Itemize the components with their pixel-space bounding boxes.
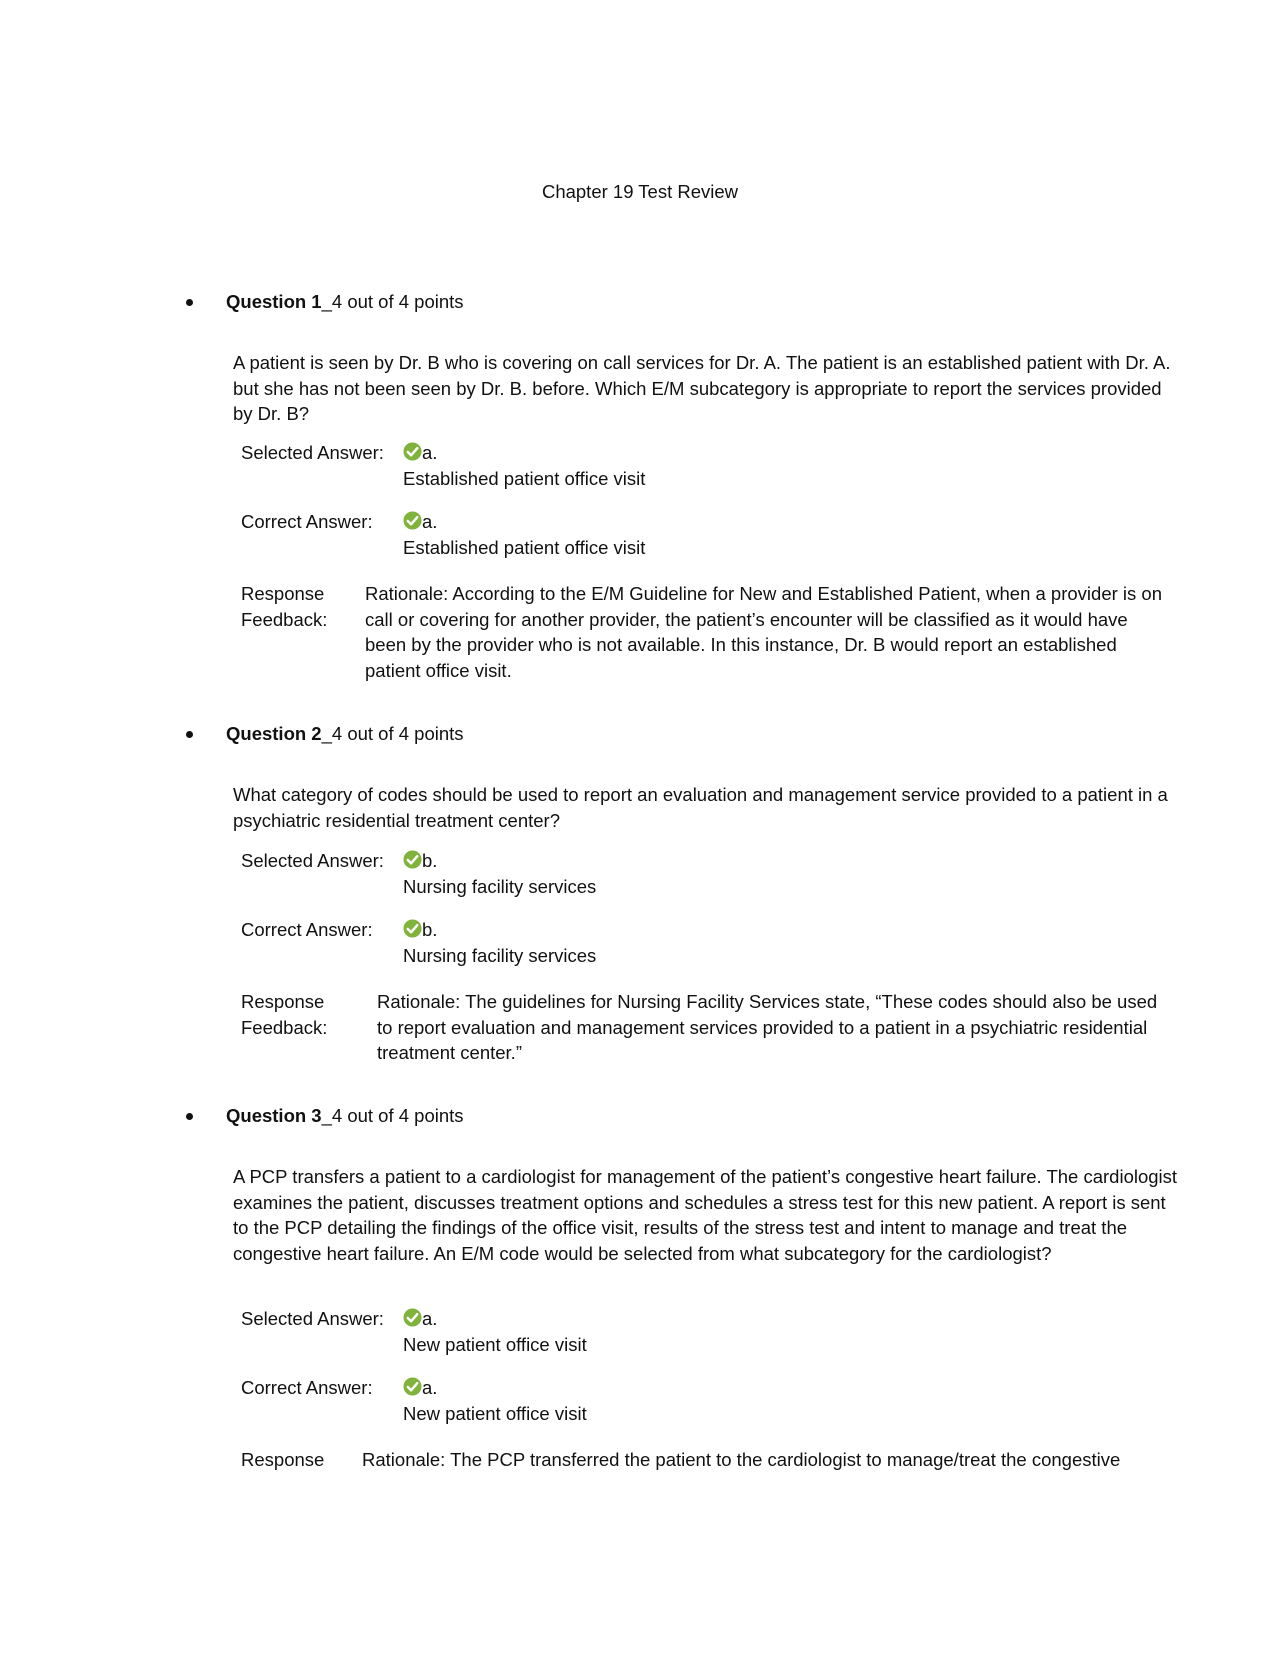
question-text: A patient is seen by Dr. B who is covering on call services for Dr. A. The patient is an established patient with Dr. A. but she has not been seen by Dr. B. before. Which E/M subcategory is appropriate to report the services provided by Dr. B? — [233, 352, 1171, 424]
question-points: _4 out of 4 points — [321, 291, 464, 312]
question-points: _4 out of 4 points — [321, 723, 464, 744]
answer-text: Nursing facility services — [403, 876, 597, 897]
correct-answer-label: Correct Answer: — [241, 511, 373, 532]
selected-answer-label: Selected Answer: — [241, 1308, 384, 1329]
correct-answer-label: Correct Answer: — [241, 919, 373, 940]
response-feedback-label: Response Feedback: — [241, 991, 328, 1038]
response-feedback-text: Rationale: The PCP transferred the patient to the cardiologist to manage/treat the congestive — [362, 1449, 1121, 1470]
correct-answer-value — [403, 509, 645, 561]
answer-text: New patient office visit — [403, 1403, 587, 1424]
answer-letter: a. — [422, 1308, 438, 1329]
bullet-icon — [186, 1113, 193, 1120]
selected-answer-label: Selected Answer: — [241, 850, 384, 871]
response-feedback-label: Response Feedback: — [241, 583, 328, 630]
answer-text: Established patient office visit — [403, 468, 646, 489]
question-text: A PCP transfers a patient to a cardiologist for management of the patient’s congestive heart failure. The cardiologist examines the patient, discusses treatment options and schedules a stress test for this new patient. A report is sent to the PCP detailing the findings of the office visit, results of the stress test and intent to manage and treat the congestive heart failure. An E/M code would be selected from what subcategory for the cardiologist? — [233, 1166, 1178, 1264]
question-title: Question 2_4 out of 4 points — [226, 723, 464, 744]
selected-answer-value — [403, 848, 596, 900]
answer-letter: a. — [422, 1377, 438, 1398]
response-feedback-text: Rationale: The guidelines for Nursing Facility Services state, “These codes should also be used to report evaluation and management services provided to a patient in a psychiatric residential treatment center.” — [377, 991, 1158, 1063]
question-title: Question 3_4 out of 4 points — [226, 1105, 464, 1126]
question-points: _4 out of 4 points — [321, 1105, 464, 1126]
answer-letter: b. — [422, 850, 438, 871]
correct-answer-value — [403, 917, 596, 969]
response-feedback-text: Rationale: According to the E/M Guideline for New and Established Patient, when a provider is on call or covering for another provider, the patient’s encounter will be classified as it would have been by the provider who is not available. In this instance, Dr. B would report an established patient office visit. — [365, 583, 1162, 681]
answer-letter: a. — [422, 442, 438, 463]
answer-letter: a. — [422, 511, 438, 532]
check-circle-icon — [403, 1308, 422, 1327]
check-circle-icon — [403, 850, 422, 869]
question-title: Question 1_4 out of 4 points — [226, 291, 464, 312]
answer-text: Established patient office visit — [403, 537, 646, 558]
correct-answer-label: Correct Answer: — [241, 1377, 373, 1398]
selected-answer-value — [403, 1306, 587, 1358]
bullet-icon — [186, 299, 193, 306]
check-circle-icon — [403, 919, 422, 938]
response-feedback-label: Response — [241, 1449, 325, 1470]
answer-text: Nursing facility services — [403, 945, 597, 966]
check-circle-icon — [403, 1377, 422, 1396]
bullet-icon — [186, 731, 193, 738]
check-circle-icon — [403, 442, 422, 461]
answer-text: New patient office visit — [403, 1334, 587, 1355]
check-circle-icon — [403, 511, 422, 530]
correct-answer-value — [403, 1375, 587, 1427]
selected-answer-label: Selected Answer: — [241, 442, 384, 463]
answer-letter: b. — [422, 919, 438, 940]
question-text: What category of codes should be used to report an evaluation and management service provided to a patient in a psychiatric residential treatment center? — [233, 784, 1168, 831]
page-title: Chapter 19 Test Review — [541, 181, 739, 202]
selected-answer-value — [403, 440, 645, 492]
